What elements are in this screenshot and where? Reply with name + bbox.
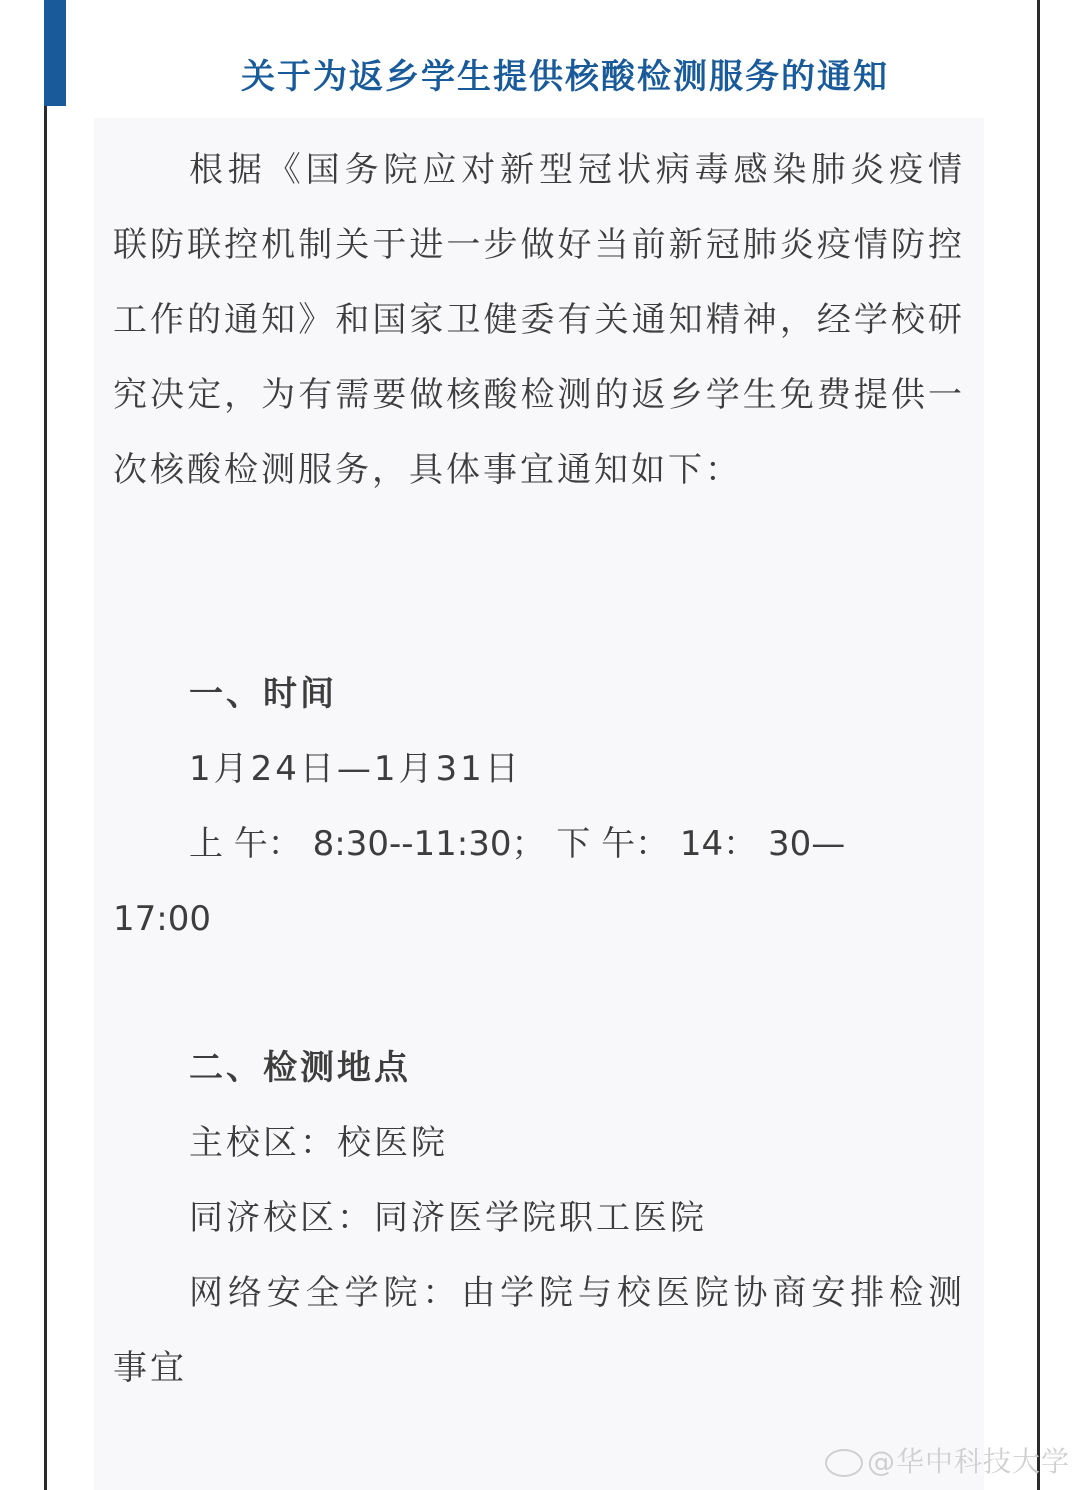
intro-paragraph: 根据《国务院应对新型冠状病毒感染肺炎疫情联防联控机制关于进一步做好当前新冠肺炎疫情防控工作的通知》和国家卫健委有关通知精神，经学校研究决定，为有需要做核酸检测的返乡学生免费提供一次核酸检测服务，具体事宜通知如下： xyxy=(113,150,965,490)
notice-title: 关于为返乡学生提供核酸检测服务的通知 xyxy=(241,56,889,97)
watermark-text: @华中科技大学 xyxy=(866,1445,1070,1478)
hours-line-2: 17:00 xyxy=(113,899,211,939)
hours-line-1: 上 午： 8:30--11:30； 下 午： 14： 30— xyxy=(189,824,846,864)
date-range: 1月24日—1月31日 xyxy=(189,749,522,789)
section-heading-location: 二、检测地点 xyxy=(189,1048,411,1088)
hours-text xyxy=(113,807,965,957)
section-heading-time: 一、时间 xyxy=(189,674,337,714)
location-item: 同济校区：同济医学院职工医院 xyxy=(189,1198,707,1238)
location-item: 网络安全学院：由学院与校医院协商安排检测事宜 xyxy=(113,1273,965,1388)
location-item: 主校区：校医院 xyxy=(189,1123,448,1163)
weibo-watermark xyxy=(825,1440,1070,1480)
weibo-icon xyxy=(825,1449,863,1477)
title-accent-bar xyxy=(44,0,66,106)
